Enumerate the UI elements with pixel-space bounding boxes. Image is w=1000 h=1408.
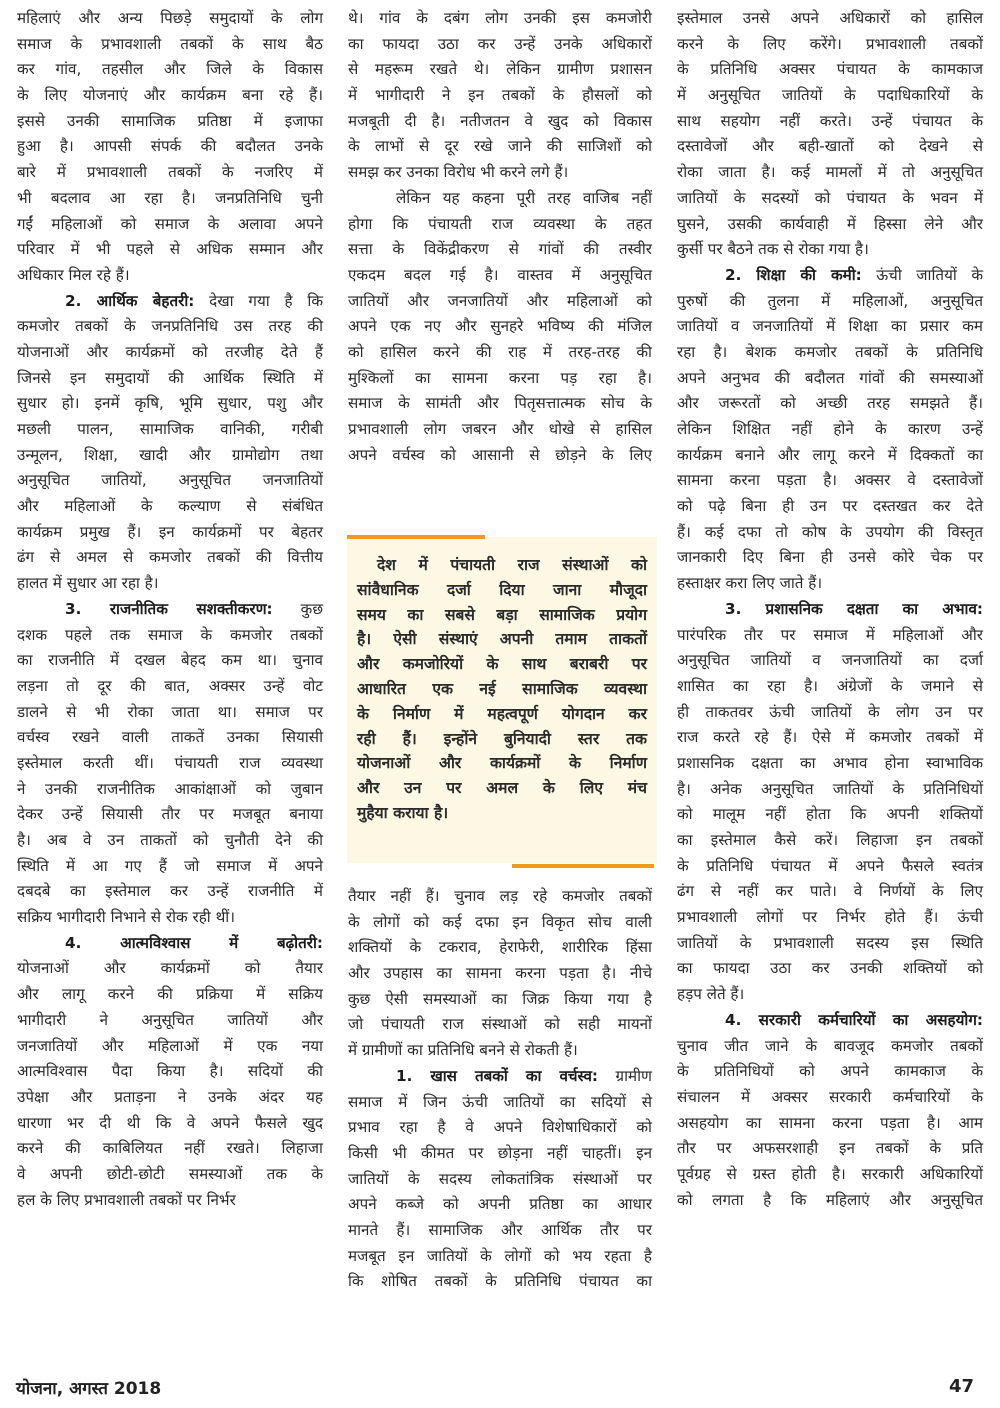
pull-quote-line: आधारित एक नई सामाजिक व्यवस्था [357,679,647,698]
text-line: किसी भी कीमत पर छोड़ना नहीं चाहतीं। इन [348,1143,652,1162]
text-line: शासित का रहा है। अंग्रेजों के जमाने से [677,676,983,695]
text-line: के लिए योजनाएं और कार्यक्रम बना रहे हैं। [17,86,323,105]
text-line: प्रशासनिक दक्षता का अभाव होना स्वाभाविक [677,753,983,772]
pull-quote-line: योजनाओं और कार्यक्रमों के निर्माण [357,754,647,773]
text-line: कुर्सी पर बैठने तक से रोका गया है। [677,240,869,259]
text-line: है। अब वे उन ताकतों को चुनौती देने की [17,831,323,849]
text-line: को पढ़े बिना ही उन पर दस्तखत कर देते [677,497,983,516]
text-line: जातियों के प्रभावशाली सदस्य इस स्थिति [677,933,983,952]
text-line: पुरुषों की तुलना में महिलाओं, अनुसूचित [677,291,983,310]
text-line: 3. राजनीतिक सशक्तीकरण: कुछ [65,599,323,618]
text-line: देकर उन्हें सियासी तौर पर मजबूत बनाया [17,805,323,824]
text-line: से महरूम रखते थे। लेकिन ग्रामीण प्रशासन [348,60,652,79]
pull-quote-line: और उन पर अमल के लिए मंच [357,779,647,798]
text-line: सक्रिय भागीदारी निभाने से रोक रही थीं। [17,908,235,927]
text-line: योजनाओं और कार्यक्रमों को तैयार [17,959,323,978]
section-heading: 3. प्रशासनिक दक्षता का अभाव: [725,599,983,618]
text-line: और लागू करने की प्रक्रिया में सक्रिय [17,985,323,1004]
text-line: हालत में सुधार आ रहा है। [17,574,159,593]
publication-footer: योजना, अगस्त 2018 [16,1379,162,1399]
text-line: दबदबे का इस्तेमाल कर उन्हें राजनीति में [17,882,323,901]
text-line: है। अनेक अनुसूचित जातियों के प्रतिनिधियों [677,779,983,798]
text-line: वे अपनी छोटी-छोटी समस्याओं तक के [17,1164,323,1183]
text-line: पूर्वग्रह से ग्रस्त होती है। सरकारी अधिकारियों [677,1164,983,1183]
text-line: अनुसूचित जातियों, अनुसूचित जनजातियों [17,471,323,490]
text-line: हड़प लेते हैं। [677,985,745,1004]
text-line: ने उनकी राजनीतिक आकांक्षाओं को जुबान [17,779,323,798]
text-line: और जरूरतों को अच्छी तरह समझते हैं। [677,394,983,413]
text-line: इस्तेमाल उनसे अपने अधिकारों को हासिल [677,9,983,27]
text-line: के प्रतिनिधि अक्सर पंचायत के कामकाज [677,60,983,79]
text-line: मजबूत इन जातियों के लोगों को भय रहता है [348,1246,652,1265]
text-line: प्रभाव रहा है वे अपने विशेषाधिकारों को [348,1118,652,1137]
text-line: शक्तियों के टकराव, हेराफेरी, शारीरिक हिंसा [348,938,652,957]
text-line: समाज के सामंती और पितृसत्तात्मक सोच के [348,394,652,413]
text-line: जनजातियों और महिलाओं में एक नया [17,1036,323,1055]
text-line: कमजोर तबकों के जनप्रतिनिधि उस तरह की [17,317,323,336]
text-line: मजबूती दी है। नतीजतन वे खुद को विकास [348,111,652,130]
text-line: प्रभावशाली लोग जबरन और धोखे से हासिल [348,420,652,438]
text-line: भागीदारी ने अनुसूचित जातियों और [17,1010,323,1029]
text-line: के लोगों को कई दफा इन विकृत सोच वाली [348,912,652,931]
pull-quote-text [357,553,647,826]
text-line: गईं महिलाओं को समाज के अलावा अपने [17,214,323,233]
text-line: जातियों के सदस्य लोकतांत्रिक संस्थाओं पर [348,1169,652,1188]
text-line: जातियों व जनजातियों में शिक्षा का प्रसार कम [677,317,983,336]
text-line: पारंपरिक तौर पर समाज में महिलाओं और [677,625,983,644]
pull-quote-line: रही हैं। इन्होंने बुनियादी स्तर तक [357,729,647,748]
text-line: 1. खास तबकों का वर्चस्व: ग्रामीण [396,1066,652,1085]
text-line: को लगता है कि महिलाएं और अनुसूचित [677,1190,983,1209]
text-line: का राजनीति में दखल बेहद कम था। चुनाव [17,651,323,670]
text-line: लेकिन यह कहना पूरी तरह वाजिब नहीं [396,188,652,207]
pull-quote-line: के निर्माण में महत्वपूर्ण योगदान कर [357,704,647,723]
text-line: का फायदा उठा कर उन्हें उनके अधिकारों [348,34,652,53]
text-line: मछली पालन, सामाजिक वानिकी, गरीबी [17,420,323,438]
text-line: समाज के प्रभावशाली तबकों के साथ बैठ [17,34,323,53]
section-heading: 2. आर्थिक बेहतरी: [65,291,195,310]
pull-quote-line: देश में पंचायती राज संस्थाओं को [377,556,647,574]
text-line: करने के लिए करेंगे। प्रभावशाली तबकों [677,34,983,53]
text-line: साथ सहयोग नहीं करते। उन्हें पंचायत के [677,111,983,130]
text-line: तैयार नहीं हैं। चुनाव लड़ रहे कमजोर तबकों [348,887,652,905]
pull-quote-bottom-rule [512,864,654,868]
text-line: ही ताकतवर ऊंची जातियों के लोग उन पर [677,702,983,721]
text-line: कार्यक्रम प्रमुख हैं। इन कार्यक्रमों पर बेहतर [17,522,323,541]
text-line: का फायदा उठा कर उनकी शक्तियों को [677,959,983,978]
pull-quote-line: सांवैधानिक दर्जा दिया जाना मौजूदा [357,580,647,599]
text-line: परिवार में भी पहले से अधिक सम्मान और [17,240,323,259]
text-line: समझ कर उनका विरोध भी करने लगे हैं। [348,163,569,182]
text-line: हल के लिए प्रभावशाली तबकों पर निर्भर [17,1190,236,1209]
text-line: लड़ना तो दूर की बात, अक्सर उन्हें वोट [17,676,323,695]
text-line: के प्रतिनिधियों को अपने कामकाज के [677,1062,983,1081]
text-line: जो पंचायती राज संस्थाओं को सही मायनों [348,1015,652,1034]
text-line: के प्रतिनिधि पंचायत में अपने फैसले स्वतंत्र [677,856,983,875]
text-line: महिलाएं और अन्य पिछड़े समुदायों के लोग [17,9,323,27]
text-line [677,1008,983,1034]
text-line: 2. शिक्षा की कमी: ऊंची जातियों के [725,265,984,284]
text-line: योजनाओं और कार्यक्रमों को तरजीह देते हैं [17,342,323,361]
text-line: में भागीदारी ने इन तबकों के हौसलों को [348,86,652,105]
text-line: असहयोग का सामना करना पड़ता है। आम [677,1113,983,1132]
text-line: 2. आर्थिक बेहतरी: देखा गया है कि [65,291,323,310]
text-line: हुआ है। आपसी संपर्क की बदौलत उनके [17,137,323,156]
text-line: मुश्किलों का सामना करना पड़ रहा है। [348,368,652,387]
page-number: 47 [948,1376,974,1397]
text-line: सामना करना पड़ता है। अक्सर वे दस्तावेजों [677,471,983,490]
text-line: कुछ ऐसी समस्याओं का जिक्र किया गया है [348,989,652,1008]
text-line: रोका जाता है। कई मामलों में तो अनुसूचित [677,163,983,182]
text-line: अपने कब्जे को अपनी प्रतिष्ठा का आधार [348,1195,652,1214]
text-line: में ग्रामीणों का प्रतिनिधि बनने से रोकती हैं। [348,1041,578,1060]
text-line: आत्मविश्वास पैदा किया है। सदियों की [17,1062,323,1081]
text-line: सत्ता के विकेंद्रीकरण से गांवों की तस्वीर [348,240,652,259]
column-1 [17,6,323,1213]
text-line: इस्तेमाल करती थीं। पंचायती राज व्यवस्था [17,753,323,772]
text-line: ढंग से नहीं कर पाते। वे निर्णयों के लिए [677,882,983,901]
text-line: जातियों और जनजातियों और महिलाओं को [348,291,652,310]
text-line: रहा है। बेशक कमजोर तबकों के प्रतिनिधि [677,342,983,361]
text-line: घुसने, उसकी कार्यवाही में हिस्सा लेने और [677,214,983,233]
text-line: उन्मूलन, शिक्षा, खादी और ग्रामोद्योग तथा [17,445,323,464]
text-line: अनुसूचित जातियों व जनजातियों का दर्जा [677,651,983,670]
text-line: अपने एक नए और सुनहरे भविष्य की मंजिल [348,317,652,336]
text-line: कि शोषित तबकों के प्रतिनिधि पंचायत का [348,1272,652,1291]
text-line: को हासिल करने की राह में तरह-तरह की [348,342,652,361]
pull-quote-line: समय का सबसे बड़ा सामाजिक प्रयोग [357,605,647,624]
text-line: भी बदलाव आ रहा है। जनप्रतिनिधि चुनी [17,188,323,207]
text-line: करने की काबिलियत नहीं रखते। लिहाजा [17,1139,323,1158]
text-line: उपेक्षा और प्रताड़ना ने उनके अंदर यह [17,1087,323,1106]
text-line: दशक पहले तक समाज के कमजोर तबकों [17,625,323,644]
text-line: संचालन में अक्सर सरकारी कर्मचारियों के [677,1087,983,1106]
text-line: धारणा भर दी थी कि वे अपने फैसले खुद [17,1113,323,1132]
pull-quote-top-rule [347,535,485,539]
section-heading: 1. खास तबकों का वर्चस्व: [396,1066,598,1085]
text-line: होगा कि पंचायती राज व्यवस्था के तहत [348,214,652,233]
text-line: बारे में प्रभावशाली तबकों के नजरिए में [17,163,323,182]
text-line: राज करते रहे हैं। ऐसे में कमजोर तबकों में [677,728,983,747]
text-line: समाज में जिन ऊंची जातियों का सदियों से [348,1092,652,1111]
text-line: जानकारी दिए बिना ही उनसे कोरे चेक पर [677,548,983,567]
text-line: एकदम बदल गई है। वास्तव में अनुसूचित [348,265,652,284]
text-line: हस्ताक्षर करा लिए जाते हैं। [677,574,823,593]
text-line: दस्तावेजों और बही-खातों को देखने से [677,137,983,156]
text-line: जातियों के सदस्यों को पंचायत के भवन में [677,188,983,207]
pull-quote-line: और कमजोरियों के साथ बराबरी पर [357,655,647,674]
text-line: जिनसे इन समुदायों की आर्थिक स्थिति में [17,368,323,387]
text-line: मानते हैं। सामाजिक और आर्थिक तौर पर [348,1220,652,1239]
section-heading: 4. आत्मविश्वास में बढ़ोतरी: [65,933,323,952]
text-line: और उपहास का सामना करना पड़ता है। नीचे [348,964,652,983]
text-line [17,931,323,957]
text-line [677,597,983,623]
text-line: सुधार हो। इनमें कृषि, भूमि सुधार, पशु और [17,394,323,413]
text-line: हैं। कई दफा तो कोष के उपयोग की विस्तृत [677,522,983,541]
pull-quote-line: है। ऐसी संस्थाएं अपनी तमाम ताकतों [357,630,647,649]
text-line: तौर पर अफसरशाही इन तबकों के प्रति [677,1139,983,1158]
text-line: लेकिन शिक्षित नहीं होने के कारण उन्हें [677,420,983,438]
text-line: अपने वर्चस्व को आसानी से छोड़ने के लिए [348,445,652,464]
section-heading: 3. राजनीतिक सशक्तीकरण: [65,599,273,618]
text-line: चुनाव जीत जाने के बावजूद कमजोर तबकों [677,1036,983,1055]
text-line: अधिकार मिल रहे हैं। [17,265,130,284]
text-line: प्रभावशाली लोगों पर निर्भर होते हैं। ऊंची [677,908,983,927]
section-heading: 4. सरकारी कर्मचारियों का असहयोग: [725,1010,983,1029]
section-heading: 2. शिक्षा की कमी: [725,265,862,284]
text-line: का इस्तेमाल कैसे करें। लिहाजा इन तबकों [677,831,983,849]
text-line: अपने अनुभव की बदौलत गांवों की समस्याओं [677,368,983,387]
text-line: डालने से भी रोका जाता था। समाज पर [17,702,323,721]
text-line: स्थिति में आ गए हैं जो समाज में अपने [17,856,323,875]
text-line: के लाभों से दूर रखे जाने की साजिशों को [348,137,652,156]
pull-quote-line: मुहैया कराया है। [357,803,449,822]
column-2-bottom [348,884,652,1295]
column-3 [677,6,983,1213]
text-line: ढंग से अमल से कमजोर तबकों की वित्तीय [17,548,323,567]
column-2-top [348,6,652,468]
text-line: इससे उनकी सामाजिक प्रतिष्ठा में इजाफा [17,111,323,130]
text-line: और महिलाओं के कल्याण से संबंधित [17,497,323,516]
text-line: वर्चस्व रखने वाली ताकतें उनका सियासी [17,728,323,747]
text-line: कार्यक्रम बनाने और लागू करने में दिक्कतों का [677,445,983,464]
text-line: थे। गांव के दबंग लोग उनकी इस कमजोरी [348,9,652,27]
text-line: में अनुसूचित जातियों के पदाधिकारियों के [677,86,983,105]
text-line: कर गांव, तहसील और जिले के विकास [17,60,323,79]
text-line: को मालूम नहीं होता कि अपनी शक्तियों [677,805,983,824]
